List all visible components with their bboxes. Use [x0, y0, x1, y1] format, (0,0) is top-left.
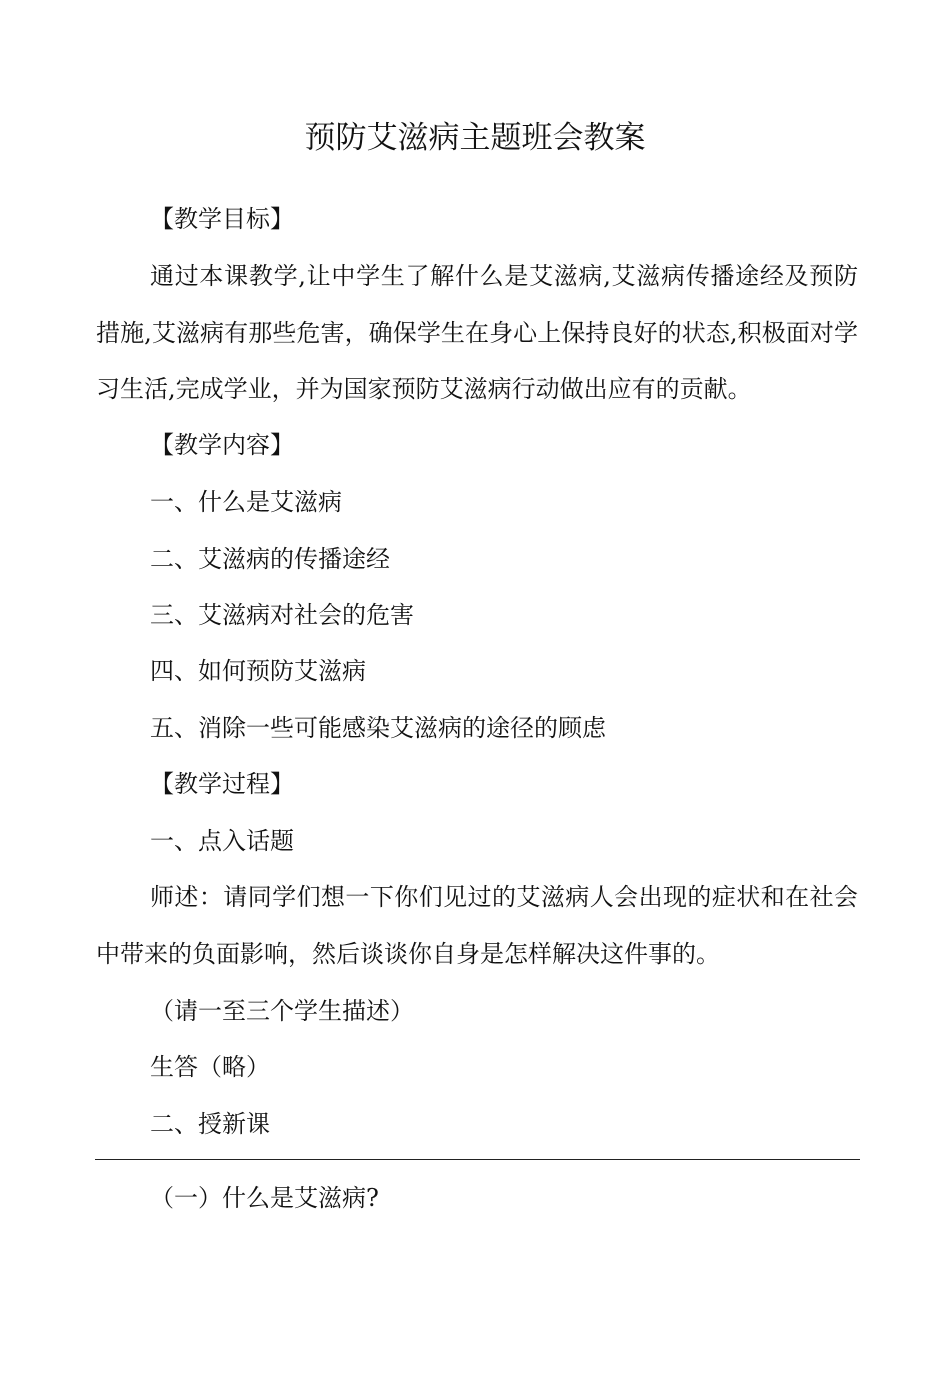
subsection-heading: （一）什么是艾滋病? [150, 1184, 379, 1212]
objective-paragraph: 通过本课教学,让中学生了解什么是艾滋病,艾滋病传播途经及预防措施,艾滋病有那些危害，确保学生在身心上保持良好的状态,积极面对学习生活,完成学业，并为国家预防艾滋病行动做出应有的贡献。 [96, 262, 858, 403]
process-step-2: 二、授新课 [150, 1110, 270, 1138]
process-step-1: 一、点入话题 [150, 827, 294, 855]
content-item-4: 四、如何预防艾滋病 [150, 657, 366, 685]
content-item-3: 三、艾滋病对社会的危害 [150, 601, 414, 629]
content-item-2: 二、艾滋病的传播途经 [150, 545, 390, 573]
students-answer: 生答（略） [150, 1053, 270, 1081]
teacher-paragraph: 师述：请同学们想一下你们见过的艾滋病人会出现的症状和在社会中带来的负面影响，然后谈谈你自身是怎样解决这件事的。 [96, 883, 858, 968]
content-heading: 【教学内容】 [150, 431, 294, 459]
content-item-5: 五、消除一些可能感染艾滋病的途径的顾虑 [150, 714, 606, 742]
page-divider [95, 1159, 860, 1160]
students-note: （请一至三个学生描述） [150, 997, 414, 1025]
document-title: 预防艾滋病主题班会教案 [304, 120, 646, 156]
objective-heading: 【教学目标】 [150, 205, 294, 233]
process-heading: 【教学过程】 [150, 770, 294, 798]
content-item-1: 一、什么是艾滋病 [150, 488, 342, 516]
